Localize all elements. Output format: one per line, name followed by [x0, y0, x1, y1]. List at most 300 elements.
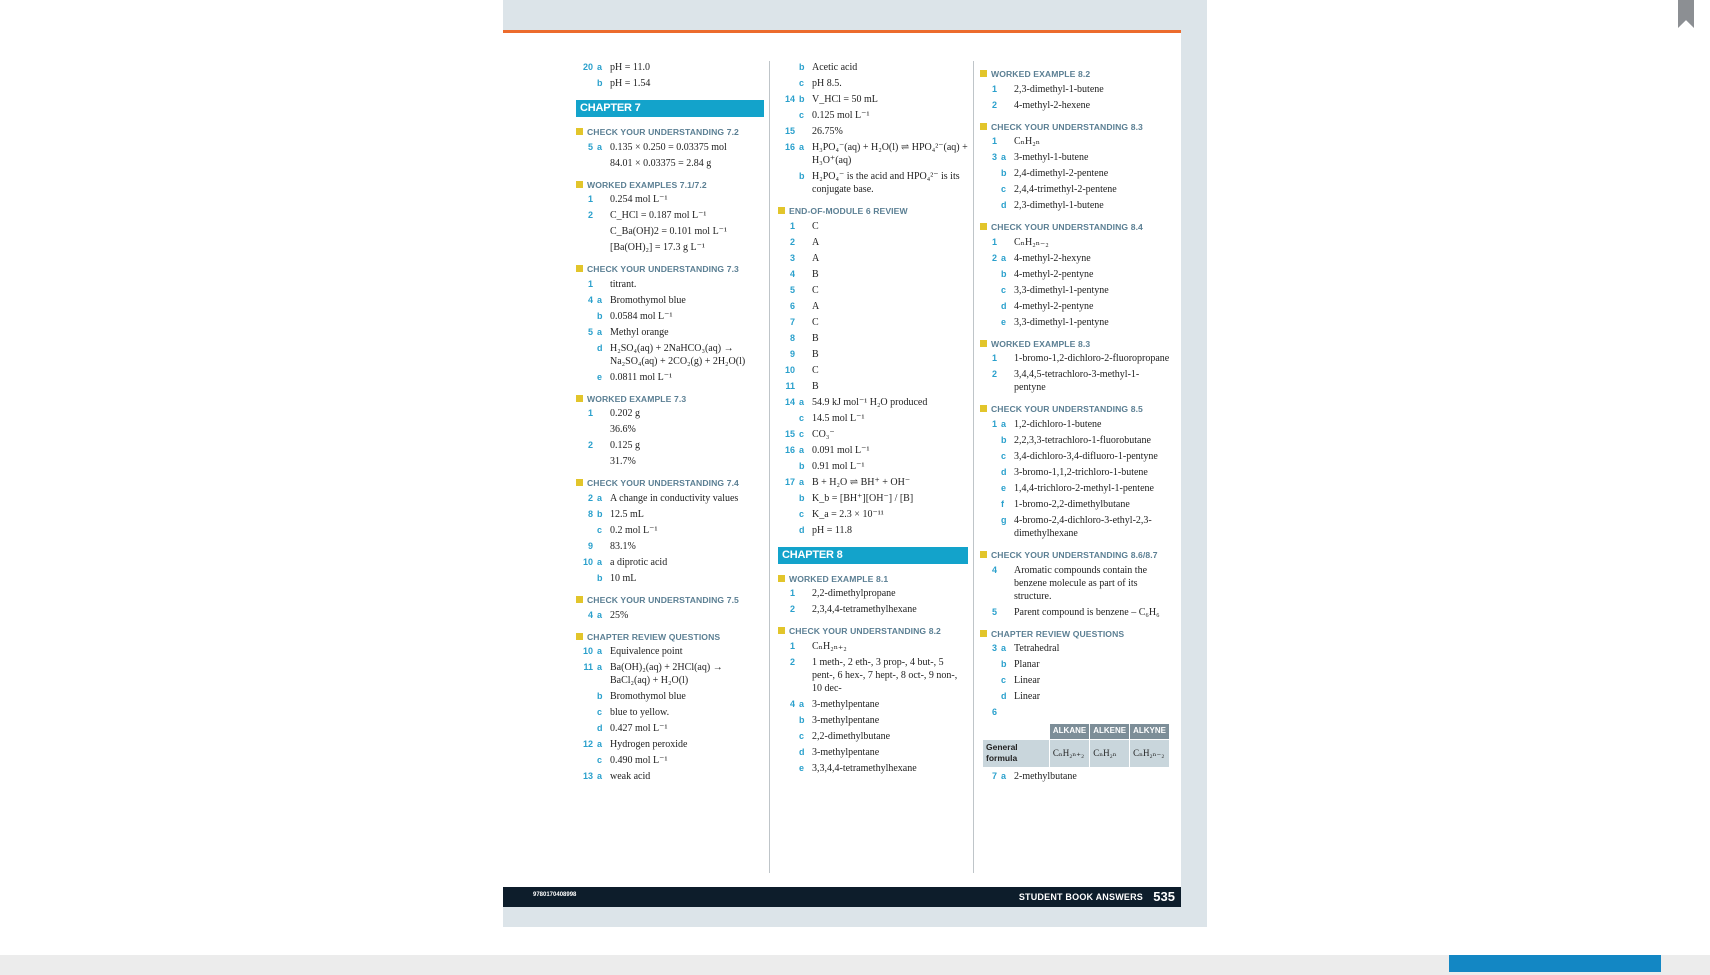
answer-text: C	[812, 364, 819, 376]
question-number: 2	[991, 99, 997, 110]
answer-row	[778, 396, 968, 409]
answer-text: H₂PO₄⁻ is the acid and HPO₄²⁻ is its conjugate base.	[812, 171, 960, 195]
answer-text: 0.202 g	[610, 408, 640, 420]
answer-row	[576, 326, 764, 339]
answer-row	[778, 656, 968, 695]
question-number: 10	[582, 646, 593, 657]
answer-row	[778, 348, 968, 361]
part-letter: a	[1001, 643, 1007, 654]
section-marker-icon	[576, 596, 583, 603]
answer-text: 2-methylbutane	[1014, 770, 1077, 782]
answer-row	[778, 603, 968, 616]
answer-row	[576, 524, 764, 537]
answer-row	[980, 199, 1170, 212]
answer-row	[576, 609, 764, 622]
question-number: 14	[784, 396, 795, 407]
question-number: 5	[991, 606, 997, 617]
answer-row	[980, 83, 1170, 96]
answer-text: 3,3-dimethyl-1-pentyne	[1014, 316, 1109, 328]
section-marker-icon	[576, 633, 583, 640]
part-letter: a	[799, 476, 805, 487]
answer-text: Bromothymol blue	[610, 691, 686, 703]
question-number: 5	[789, 284, 795, 295]
question-number: 1	[789, 588, 795, 599]
answer-row	[980, 498, 1170, 511]
answer-row	[980, 770, 1170, 783]
answer-row	[778, 640, 968, 653]
answer-row	[576, 241, 764, 254]
answer-row	[980, 482, 1170, 495]
part-letter: d	[1001, 691, 1007, 702]
question-number: 13	[582, 771, 593, 782]
question-number: 2	[587, 440, 593, 451]
answer-row	[980, 564, 1170, 603]
answer-text: 31.7%	[610, 456, 636, 468]
page-footer	[503, 887, 1181, 907]
table-cell: CₙH₂ₙ	[1090, 739, 1130, 767]
answers-column-3	[980, 59, 1170, 786]
answer-row	[778, 316, 968, 329]
answer-row	[778, 364, 968, 377]
answer-text: 1 meth-, 2 eth-, 3 prop-, 4 but-, 5 pent-, 6 hex-, 7 hept-, 8 oct-, 9 non-, 10 dec-	[812, 656, 958, 694]
answer-row	[576, 294, 764, 307]
part-letter: a	[1001, 770, 1007, 781]
answer-row	[576, 278, 764, 291]
question-number: 5	[587, 326, 593, 337]
section-heading	[980, 69, 1170, 81]
answer-row	[980, 450, 1170, 463]
answer-text: H₃PO₄⁻(aq) + H₂O(l) ⇌ HPO₄²⁻(aq) + H₃O⁺(aq)	[812, 142, 968, 166]
section-marker-icon	[980, 405, 987, 412]
question-number: 1	[991, 353, 997, 364]
part-letter: a	[597, 141, 603, 152]
answer-text: 3,4-dichloro-3,4-difluoro-1-pentyne	[1014, 450, 1158, 462]
question-number: 1	[991, 83, 997, 94]
answer-row	[980, 135, 1170, 148]
answer-row	[576, 492, 764, 505]
part-letter: g	[1001, 514, 1007, 525]
answer-text: pH = 11.8	[812, 524, 852, 536]
part-letter: b	[799, 62, 805, 72]
answer-text: Bromothymol blue	[610, 294, 686, 306]
question-number: 1	[789, 220, 795, 231]
answer-text: 3,3,4,4-tetramethylhexane	[812, 762, 917, 774]
part-letter: b	[1001, 168, 1007, 179]
section-marker-icon	[980, 630, 987, 637]
question-number: 17	[784, 476, 795, 487]
question-number: 20	[582, 62, 593, 72]
answer-text: 2,4,4-trimethyl-2-pentene	[1014, 184, 1117, 196]
answer-row	[778, 746, 968, 759]
part-letter: b	[799, 492, 805, 503]
question-number: 10	[582, 556, 593, 567]
answer-row	[576, 77, 764, 90]
answer-text: Aromatic compounds contain the benzene molecule as part of its structure.	[1014, 564, 1148, 602]
question-number: 1	[789, 640, 795, 651]
part-letter: c	[799, 110, 805, 120]
answer-row	[576, 556, 764, 569]
question-number: 1	[587, 408, 593, 419]
part-letter: a	[799, 142, 805, 152]
part-letter: d	[1001, 466, 1007, 477]
part-letter: b	[1001, 434, 1007, 445]
part-letter: c	[597, 707, 603, 718]
answer-row	[778, 93, 968, 106]
answer-row	[778, 428, 968, 441]
answer-text: CₙH₂ₙ₋₂	[1014, 236, 1049, 248]
answer-row	[980, 300, 1170, 313]
answer-text: 2,4-dimethyl-2-pentene	[1014, 168, 1109, 180]
part-letter: b	[597, 508, 603, 519]
part-letter: d	[597, 342, 603, 353]
answer-text: B	[812, 348, 819, 360]
question-number: 16	[784, 444, 795, 455]
question-number: 1	[587, 194, 593, 205]
section-heading	[778, 574, 968, 586]
question-number: 11	[583, 662, 593, 673]
section-heading-text: WORKED EXAMPLE 7.3	[587, 393, 687, 404]
answer-row	[980, 183, 1170, 196]
answer-row	[576, 193, 764, 206]
page-number: 535	[1153, 889, 1175, 904]
answer-text: 3-bromo-1,1,2-trichloro-1-butene	[1014, 466, 1148, 478]
section-heading	[980, 629, 1170, 641]
answer-text: B	[812, 380, 819, 392]
section-heading	[576, 478, 764, 490]
part-letter: c	[1001, 450, 1007, 461]
part-letter: a	[597, 646, 603, 657]
section-heading	[576, 180, 764, 192]
part-letter: b	[597, 572, 603, 583]
answer-text: K_a = 2.3 × 10⁻¹¹	[812, 508, 884, 520]
answer-row	[576, 61, 764, 74]
answer-text: 54.9 kJ mol⁻¹ H₂O produced	[812, 396, 928, 408]
answer-text: Linear	[1014, 691, 1041, 703]
part-letter: a	[597, 556, 603, 567]
footer-title: STUDENT BOOK ANSWERS	[1018, 892, 1143, 902]
question-number: 4	[587, 609, 593, 620]
question-number: 7	[991, 770, 997, 781]
question-number: 5	[587, 141, 593, 152]
answer-row	[980, 658, 1170, 671]
answer-row	[778, 412, 968, 425]
answer-text: 0.254 mol L⁻¹	[610, 194, 668, 206]
answer-text: C	[812, 220, 819, 232]
part-letter: a	[1001, 418, 1007, 429]
answer-text: Planar	[1014, 659, 1040, 671]
question-number: 4	[789, 698, 795, 709]
answer-text: 0.091 mol L⁻¹	[812, 444, 870, 456]
page-frame	[503, 0, 1207, 927]
section-heading	[576, 394, 764, 406]
section-heading-text: WORKED EXAMPLE 8.2	[991, 69, 1091, 79]
answer-row	[980, 466, 1170, 479]
answer-row	[576, 661, 764, 687]
answer-text: 0.2 mol L⁻¹	[610, 524, 658, 536]
section-heading-text: CHECK YOUR UNDERSTANDING 8.6/8.7	[991, 549, 1158, 560]
answer-row	[980, 418, 1170, 431]
section-marker-icon	[980, 223, 987, 230]
answer-text: K_b = [BH⁺][OH⁻] / [B]	[812, 492, 914, 504]
answer-row	[778, 220, 968, 233]
part-letter: a	[1001, 152, 1007, 163]
answer-text: pH 8.5.	[812, 78, 842, 89]
answer-text: 3-methylpentane	[812, 714, 880, 726]
part-letter: e	[1001, 316, 1007, 327]
answer-row	[980, 252, 1170, 265]
table-cell: CₙH₂ₙ₊₂	[1049, 739, 1089, 767]
answer-text: [Ba(OH)₂] = 17.3 g L⁻¹	[610, 242, 705, 254]
answer-text: B	[812, 268, 819, 280]
answer-text: A change in conductivity values	[610, 492, 739, 504]
part-letter: a	[597, 62, 603, 72]
question-number: 2	[789, 604, 795, 615]
answer-row	[778, 125, 968, 138]
part-letter: a	[597, 771, 603, 782]
part-letter: a	[799, 396, 805, 407]
answer-text: C_Ba(OH)2 = 0.101 mol L⁻¹	[610, 226, 727, 238]
answer-row	[576, 455, 764, 468]
question-number: 2	[991, 369, 997, 380]
answers-column-2	[778, 59, 968, 778]
answer-text: 4-methyl-2-hexene	[1014, 99, 1091, 111]
answer-row	[778, 698, 968, 711]
answer-text: 3,3-dimethyl-1-pentyne	[1014, 284, 1109, 296]
answer-text: 3-methyl-1-butene	[1014, 152, 1089, 164]
answer-row	[778, 460, 968, 473]
question-number: 7	[789, 316, 795, 327]
answer-text: 0.91 mol L⁻¹	[812, 460, 865, 472]
section-heading-text: CHECK YOUR UNDERSTANDING 8.2	[789, 626, 941, 637]
answer-row	[576, 722, 764, 735]
answer-text: 26.75%	[812, 126, 843, 137]
answer-text: 2,3-dimethyl-1-butene	[1014, 200, 1104, 212]
answer-text: pH = 1.54	[610, 78, 651, 89]
answer-text: 25%	[610, 609, 629, 621]
question-number: 1	[587, 278, 593, 289]
part-letter: b	[1001, 659, 1007, 670]
section-marker-icon	[576, 479, 583, 486]
part-letter: a	[597, 609, 603, 620]
section-heading-text: CHECK YOUR UNDERSTANDING 8.4	[991, 222, 1143, 233]
answer-row	[576, 770, 764, 783]
answer-row	[980, 151, 1170, 164]
part-letter: c	[597, 755, 603, 766]
part-letter: c	[799, 730, 805, 741]
part-letter: a	[799, 444, 805, 455]
answer-row	[778, 714, 968, 727]
answer-row	[576, 439, 764, 452]
question-number: 15	[784, 428, 795, 439]
section-heading-text: CHECK YOUR UNDERSTANDING 8.3	[991, 121, 1143, 132]
answer-text: Ba(OH)₂(aq) + 2HCl(aq) → BaCl₂(aq) + H₂O(l)	[610, 662, 723, 687]
answer-row	[576, 572, 764, 585]
answer-text: 0.0811 mol L⁻¹	[610, 371, 673, 383]
section-marker-icon	[980, 551, 987, 558]
section-heading	[980, 122, 1170, 134]
answer-row	[576, 423, 764, 436]
column-divider	[973, 61, 974, 873]
part-letter: b	[799, 460, 805, 471]
section-heading-text: WORKED EXAMPLE 8.3	[991, 338, 1091, 349]
question-number: 8	[587, 508, 593, 519]
section-marker-icon	[980, 70, 987, 77]
answer-text: 4-methyl-2-pentyne	[1014, 268, 1094, 280]
answer-text: V_HCl = 50 mL	[812, 94, 878, 105]
section-heading	[576, 632, 764, 644]
answer-text: 1-bromo-1,2-dichloro-2-fluoropropane	[1014, 353, 1170, 365]
answer-row	[576, 209, 764, 222]
viewer-scroll-indicator[interactable]	[1449, 955, 1661, 972]
answer-row	[576, 645, 764, 658]
section-marker-icon	[778, 575, 785, 582]
question-number: 9	[587, 540, 593, 551]
answer-row	[576, 225, 764, 238]
part-letter: d	[597, 723, 603, 734]
answer-text: 3-methylpentane	[812, 746, 880, 758]
answer-row	[980, 99, 1170, 112]
answers-column-1	[576, 59, 764, 786]
question-number: 2	[789, 656, 795, 667]
answer-text: 4-bromo-2,4-dichloro-3-ethyl-2,3-dimethylhexane	[1014, 514, 1152, 539]
answer-row	[576, 371, 764, 384]
answer-text: CₙH₂ₙ	[1014, 136, 1041, 148]
part-letter: a	[799, 698, 805, 709]
answer-row	[980, 368, 1170, 394]
answer-text: 0.135 × 0.250 = 0.03375 mol	[610, 141, 727, 153]
answer-row	[576, 310, 764, 323]
part-letter: d	[799, 746, 805, 757]
section-heading-text: WORKED EXAMPLE 8.1	[789, 573, 889, 584]
part-letter: b	[799, 94, 805, 104]
part-letter: b	[799, 171, 805, 181]
part-letter: a	[1001, 252, 1007, 263]
part-letter: b	[597, 310, 603, 321]
part-letter: c	[1001, 184, 1007, 195]
part-letter: e	[597, 371, 603, 382]
part-letter: d	[1001, 200, 1007, 211]
part-letter: b	[597, 78, 603, 88]
answer-row	[778, 141, 968, 167]
answer-text: Tetrahedral	[1014, 643, 1060, 655]
answer-text: blue to yellow.	[610, 707, 670, 719]
answer-row	[576, 738, 764, 751]
part-letter: b	[799, 714, 805, 725]
answer-row	[576, 690, 764, 703]
answer-text: A	[812, 252, 820, 264]
question-number: 14	[784, 94, 795, 104]
section-heading	[576, 595, 764, 607]
answer-text: C	[812, 316, 819, 328]
answer-row	[980, 284, 1170, 297]
section-marker-icon	[980, 123, 987, 130]
table-row	[983, 739, 1170, 767]
answer-row	[778, 77, 968, 90]
part-letter: f	[1001, 498, 1004, 509]
answer-text: 0.427 mol L⁻¹	[610, 723, 668, 735]
answer-text: 0.125 g	[610, 440, 640, 452]
section-heading	[576, 127, 764, 139]
question-number: 4	[991, 564, 997, 575]
section-heading	[980, 222, 1170, 234]
book-page	[503, 30, 1181, 907]
section-heading-text: WORKED EXAMPLES 7.1/7.2	[587, 179, 707, 190]
answer-row	[576, 754, 764, 767]
answer-row	[778, 730, 968, 743]
table-row-label: General formula	[983, 739, 1050, 767]
question-number: 2	[587, 210, 593, 221]
part-letter: b	[597, 691, 603, 702]
answer-text: 0.490 mol L⁻¹	[610, 755, 668, 767]
answer-text: Methyl orange	[610, 326, 669, 338]
answer-row	[778, 236, 968, 249]
answer-text: 83.1%	[610, 540, 636, 552]
answer-text: 2,3,4,4-tetramethylhexane	[812, 604, 917, 616]
answer-text: A	[812, 300, 820, 312]
answer-text: 1-bromo-2,2-dimethylbutane	[1014, 498, 1130, 510]
column-divider	[769, 61, 770, 873]
section-heading	[778, 206, 968, 218]
answer-text: 1,2-dichloro-1-butene	[1014, 418, 1102, 430]
part-letter: a	[597, 739, 603, 750]
section-marker-icon	[980, 340, 987, 347]
answer-row	[980, 316, 1170, 329]
answer-row	[778, 524, 968, 537]
part-letter: a	[597, 294, 603, 305]
section-heading-text: CHECK YOUR UNDERSTANDING 7.5	[587, 594, 739, 605]
question-number: 16	[784, 142, 795, 152]
answer-text: B	[812, 332, 819, 344]
answer-text: Parent compound is benzene – C₆H₆	[1014, 606, 1160, 618]
section-heading	[778, 626, 968, 638]
answer-row	[576, 342, 764, 368]
answer-row	[778, 284, 968, 297]
answer-row	[778, 476, 968, 489]
question-number: 6	[789, 300, 795, 311]
question-number: 9	[789, 348, 795, 359]
section-heading-text: CHECK YOUR UNDERSTANDING 7.4	[587, 478, 739, 489]
answer-text: B + H₂O ⇌ BH⁺ + OH⁻	[812, 476, 911, 488]
part-letter: a	[597, 326, 603, 337]
question-number: 1	[991, 136, 997, 147]
answer-text: 4-methyl-2-pentyne	[1014, 300, 1094, 312]
answer-text: Hydrogen peroxide	[610, 739, 688, 751]
answer-row	[778, 268, 968, 281]
answer-row	[980, 674, 1170, 687]
question-number: 15	[784, 126, 795, 136]
answer-row	[778, 587, 968, 600]
answer-text: 4-methyl-2-hexyne	[1014, 252, 1091, 264]
question-number: 1	[991, 418, 997, 429]
answer-text: 3,4,4,5-tetrachloro-3-methyl-1-pentyne	[1014, 369, 1140, 394]
table-header-cell: ALKENE	[1090, 724, 1130, 740]
question-number: 10	[784, 364, 795, 375]
answer-text: 2,2-dimethylbutane	[812, 730, 891, 742]
answer-text: 84.01 × 0.03375 = 2.84 g	[610, 157, 712, 169]
section-marker-icon	[576, 395, 583, 402]
answer-text: weak acid	[610, 771, 651, 783]
answer-row	[778, 762, 968, 775]
part-letter: d	[1001, 300, 1007, 311]
section-heading	[980, 404, 1170, 416]
chapter-banner: CHAPTER 8	[778, 547, 968, 564]
answer-text: 2,2,3,3-tetrachloro-1-fluorobutane	[1014, 434, 1151, 446]
section-heading	[980, 550, 1170, 562]
table-header-cell: ALKYNE	[1130, 724, 1170, 740]
answer-row	[980, 434, 1170, 447]
answer-row	[576, 540, 764, 553]
answer-row	[778, 444, 968, 457]
